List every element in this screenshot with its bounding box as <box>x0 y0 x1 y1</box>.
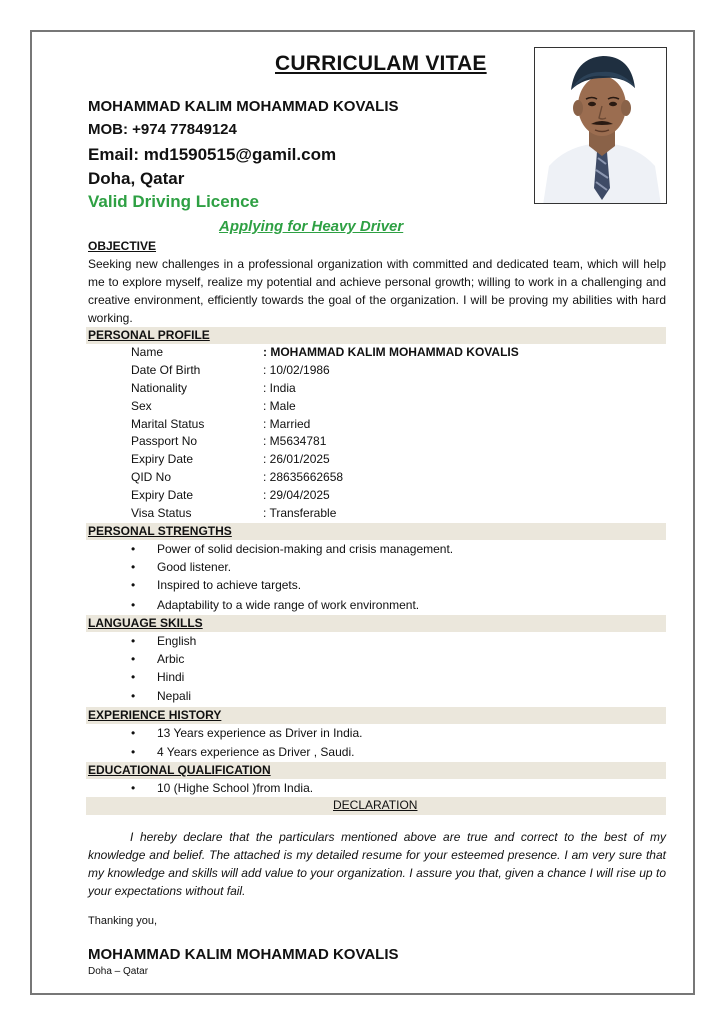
profile-key: Sex <box>131 399 152 413</box>
document-title: CURRICULAM VITAE <box>275 52 487 75</box>
objective-heading: OBJECTIVE <box>88 239 157 253</box>
section-band-languages <box>86 615 666 632</box>
city: Doha, Qatar <box>88 169 185 188</box>
profile-row <box>131 434 326 448</box>
profile-key: Visa Status <box>131 506 192 520</box>
profile-row <box>131 470 343 484</box>
experience-heading: EXPERIENCE HISTORY <box>88 708 222 722</box>
section-band-profile <box>86 327 666 344</box>
list-item-text: English <box>157 634 197 648</box>
bullet-icon: • <box>131 726 136 740</box>
profile-value: : Transferable <box>263 506 337 520</box>
licence-note: Valid Driving Licence <box>88 192 260 211</box>
list-item-text: Adaptability to a wide range of work environment. <box>157 598 420 612</box>
section-band-experience <box>86 707 666 724</box>
profile-row <box>131 417 310 431</box>
email-address: Email: md1590515@gamil.com <box>88 145 337 164</box>
profile-value: : 26/01/2025 <box>263 452 330 466</box>
bullet-icon: • <box>131 745 136 759</box>
list-item <box>131 781 313 795</box>
list-item-text: Inspired to achieve targets. <box>157 578 302 592</box>
profile-value: : 10/02/1986 <box>263 363 330 377</box>
profile-key: Nationality <box>131 381 188 395</box>
profile-heading: PERSONAL PROFILE <box>88 328 210 342</box>
education-heading: EDUCATIONAL QUALIFICATION <box>88 763 271 777</box>
profile-key: Expiry Date <box>131 452 194 466</box>
bullet-icon: • <box>131 598 136 612</box>
list-item <box>131 542 453 556</box>
list-item-text: Power of solid decision-making and crisis management. <box>157 542 454 556</box>
list-item <box>131 726 362 740</box>
candidate-name: MOHAMMAD KALIM MOHAMMAD KOVALIS <box>88 98 399 115</box>
profile-key: Expiry Date <box>131 488 194 502</box>
list-item-text: 4 Years experience as Driver , Saudi. <box>157 745 355 759</box>
section-band-education <box>86 762 666 779</box>
profile-key: Name <box>131 345 164 359</box>
applying-position: Applying for Heavy Driver <box>219 218 404 235</box>
profile-value: : Male <box>263 399 296 413</box>
signature-name: MOHAMMAD KALIM MOHAMMAD KOVALIS <box>88 946 399 963</box>
profile-row <box>131 381 296 395</box>
profile-value: : M5634781 <box>263 434 327 448</box>
list-item-text: Good listener. <box>157 560 232 574</box>
profile-row <box>131 506 336 520</box>
profile-value: : MOHAMMAD KALIM MOHAMMAD KOVALIS <box>263 345 519 359</box>
list-item-text: Hindi <box>157 670 185 684</box>
list-item <box>131 689 191 703</box>
list-item <box>131 652 184 666</box>
profile-row <box>131 488 330 502</box>
list-item-text: 13 Years experience as Driver in India. <box>157 726 363 740</box>
list-item <box>131 578 301 592</box>
list-item-text: Nepali <box>157 689 192 703</box>
strengths-heading: PERSONAL STRENGTHS <box>88 524 232 538</box>
bullet-icon: • <box>131 578 136 592</box>
list-item <box>131 598 419 612</box>
profile-row <box>131 452 330 466</box>
bullet-icon: • <box>131 542 136 556</box>
profile-key: Passport No <box>131 434 198 448</box>
languages-heading: LANGUAGE SKILLS <box>88 616 203 630</box>
bullet-icon: • <box>131 560 136 574</box>
profile-value: : India <box>263 381 296 395</box>
section-band-declaration <box>86 797 666 815</box>
list-item <box>131 670 184 684</box>
bullet-icon: • <box>131 781 136 795</box>
profile-key: Date Of Birth <box>131 363 201 377</box>
bullet-icon: • <box>131 652 136 666</box>
profile-value: : 28635662658 <box>263 470 344 484</box>
list-item-text: 10 (Highe School )from India. <box>157 781 314 795</box>
list-item <box>131 745 354 759</box>
declaration-text: I hereby declare that the particulars mentioned above are true and correct to the best of my knowledge and belief. The attached is my detailed resume for your esteemed presence. I am very sure that my knowledge and skills will add value to your organization. I assure you that, given a chance I will rise up to your expectations without fail. <box>88 830 666 898</box>
profile-row <box>131 345 519 359</box>
list-item-text: Arbic <box>157 652 185 666</box>
profile-value: : 29/04/2025 <box>263 488 330 502</box>
profile-key: QID No <box>131 470 172 484</box>
profile-row <box>131 363 330 377</box>
list-item <box>131 560 231 574</box>
mobile-number: MOB: +974 77849124 <box>88 121 237 138</box>
section-band-strengths <box>86 523 666 540</box>
signature-location: Doha – Qatar <box>88 966 149 977</box>
profile-photo <box>534 47 667 204</box>
bullet-icon: • <box>131 689 136 703</box>
profile-key: Marital Status <box>131 417 205 431</box>
bullet-icon: • <box>131 634 136 648</box>
list-item <box>131 634 196 648</box>
bullet-icon: • <box>131 670 136 684</box>
profile-row <box>131 399 296 413</box>
profile-value: : Married <box>263 417 311 431</box>
declaration-heading: DECLARATION <box>333 798 418 812</box>
objective-text: Seeking new challenges in a professional organization with committed and dedicated team, which will help me to explore myself, realize my potential and achieve personal growth; willing to work in a challenging and creative environment, efficiently towards the goal of the organization. I will be proving my abilities with hard working. <box>88 257 666 325</box>
closing-thanks: Thanking you, <box>88 915 158 927</box>
